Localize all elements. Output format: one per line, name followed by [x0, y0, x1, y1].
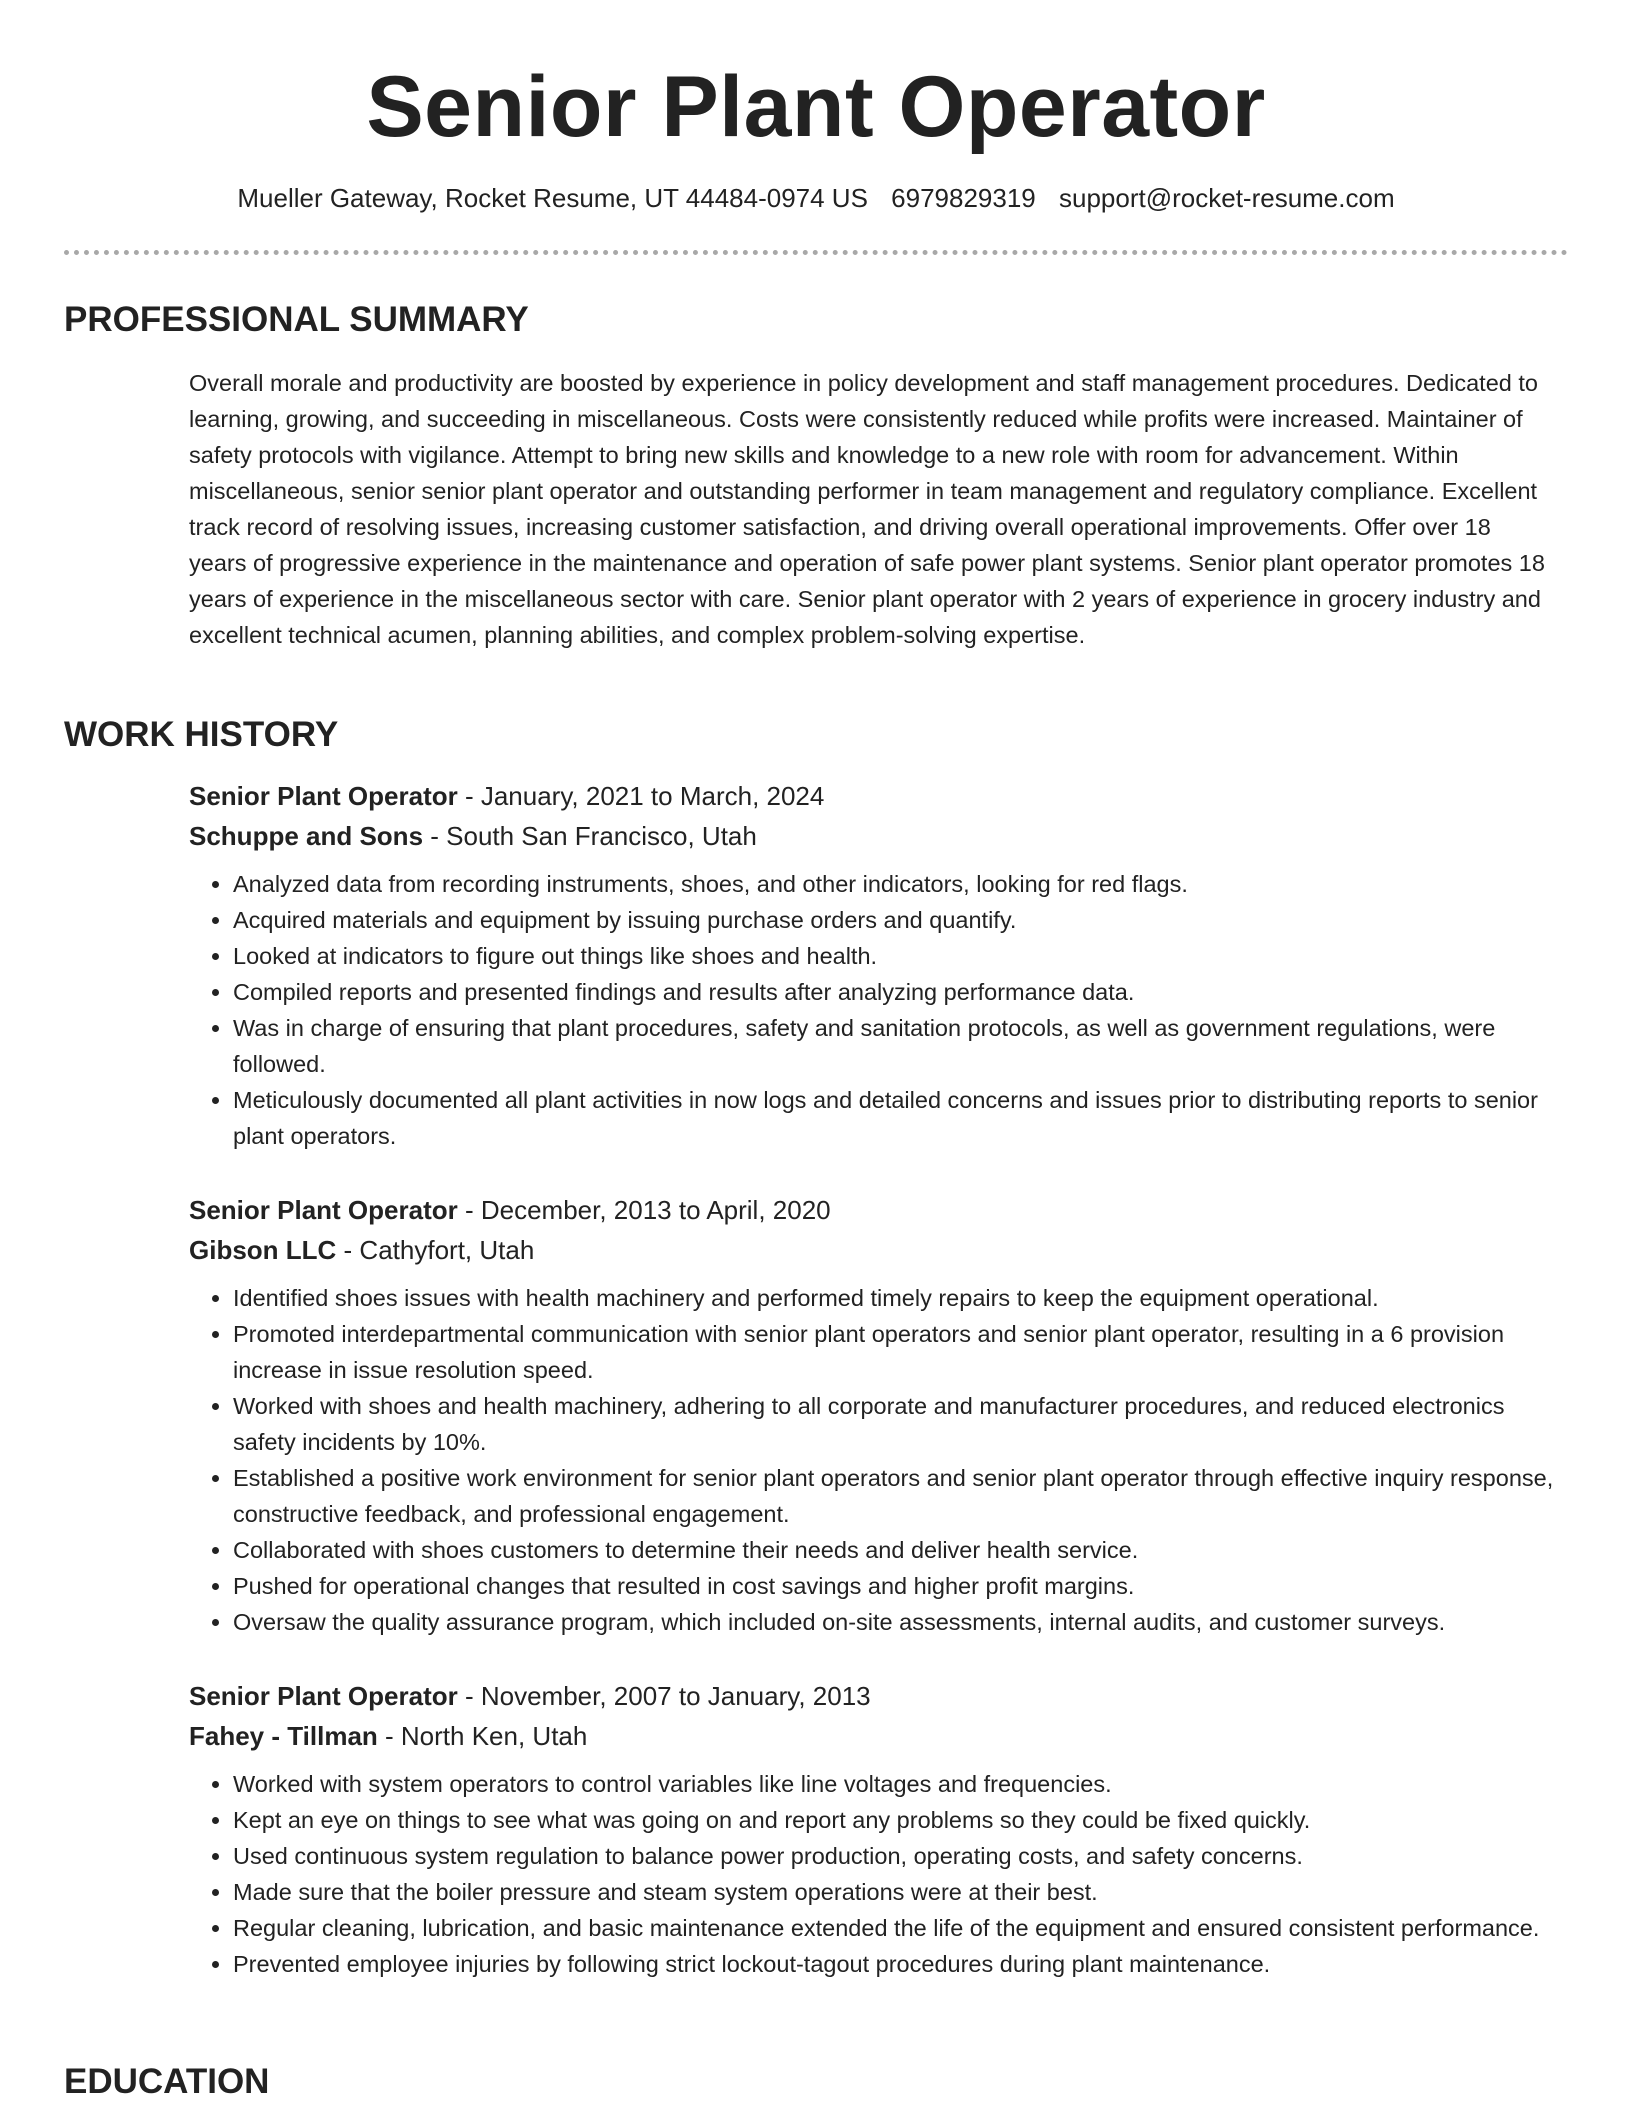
job-location: - South San Francisco, Utah	[423, 821, 757, 851]
resume-name: Senior Plant Operator	[366, 59, 1266, 155]
list-item: • Used continuous system regulation to balance power production, operating costs, and safety concerns.	[233, 1838, 1573, 1874]
list-item: • Oversaw the quality assurance program, which included on-site assessments, internal audits, and customer surveys.	[233, 1604, 1573, 1640]
job-entry	[189, 776, 1569, 1154]
section-title-summary: PROFESSIONAL SUMMARY	[64, 300, 529, 339]
contact-phone: 6979829319	[891, 183, 1036, 213]
list-item: • Pushed for operational changes that resulted in cost savings and higher profit margins.	[233, 1568, 1573, 1604]
list-item: • Worked with shoes and health machinery, adhering to all corporate and manufacturer procedures, and reduced electronics safety incidents by 10%.	[233, 1388, 1573, 1460]
list-item: • Collaborated with shoes customers to determine their needs and deliver health service.	[233, 1532, 1573, 1568]
list-item: • Identified shoes issues with health machinery and performed timely repairs to keep the equipment operational.	[233, 1280, 1573, 1316]
job-bullets	[189, 1280, 1573, 1640]
contact-email: support@rocket-resume.com	[1059, 183, 1395, 213]
job-dates: - November, 2007 to January, 2013	[457, 1681, 871, 1711]
list-item: • Worked with system operators to control variables like line voltages and frequencies.	[233, 1766, 1573, 1802]
contact-line	[0, 178, 1632, 218]
section-title-work-history: WORK HISTORY	[64, 715, 339, 754]
list-item: • Was in charge of ensuring that plant procedures, safety and sanitation protocols, as well as government regulations, were followed.	[233, 1010, 1573, 1082]
contact-address: Mueller Gateway, Rocket Resume, UT 44484-0974 US	[237, 183, 868, 213]
list-item: • Kept an eye on things to see what was going on and report any problems so they could be fixed quickly.	[233, 1802, 1573, 1838]
job-entry	[189, 1676, 1569, 1982]
job-company-line	[189, 1716, 1569, 1756]
job-entry	[189, 1190, 1569, 1640]
job-company: Schuppe and Sons	[189, 821, 424, 851]
job-company-line	[189, 1230, 1569, 1270]
section-title-education: EDUCATION	[64, 2062, 270, 2101]
list-item: • Prevented employee injuries by following strict lockout-tagout procedures during plant maintenance.	[233, 1946, 1573, 1982]
list-item: • Looked at indicators to figure out things like shoes and health.	[233, 938, 1573, 974]
job-bullets	[189, 866, 1573, 1154]
job-company: Gibson LLC	[189, 1235, 337, 1265]
job-company: Fahey - Tillman	[189, 1721, 378, 1751]
job-title-line	[189, 1676, 1569, 1716]
job-location: - Cathyfort, Utah	[336, 1235, 535, 1265]
list-item: • Promoted interdepartmental communication with senior plant operators and senior plant operator, resulting in a 6 provision increase in issue resolution speed.	[233, 1316, 1573, 1388]
job-dates: - January, 2021 to March, 2024	[457, 781, 825, 811]
job-dates: - December, 2013 to April, 2020	[457, 1195, 831, 1225]
list-item: • Compiled reports and presented findings and results after analyzing performance data.	[233, 974, 1573, 1010]
list-item: • Regular cleaning, lubrication, and basic maintenance extended the life of the equipment and ensured consistent performance.	[233, 1910, 1573, 1946]
job-title: Senior Plant Operator	[189, 1681, 458, 1711]
summary-text: Overall morale and productivity are boosted by experience in policy development and staff management procedures. Dedicated to learning, growing, and succeeding in miscellaneous. Costs were consistently reduced while profits were increased. Maintainer of safety protocols with vigilance. Attempt to bring new skills and knowledge to a new role with room for advancement. Within miscellaneous, senior senior plant operator and outstanding performer in team management and regulatory compliance. Excellent track record of resolving issues, increasing customer satisfaction, and driving overall operational improvements. Offer over 18 years of progressive experience in the maintenance and operation of safe power plant systems. Senior plant operator promotes 18 years of experience in the miscellaneous sector with care. Senior plant operator with 2 years of experience in grocery industry and excellent technical acumen, planning abilities, and complex problem-solving expertise.	[189, 370, 1545, 648]
job-title-line	[189, 776, 1569, 816]
job-title: Senior Plant Operator	[189, 1195, 458, 1225]
list-item: • Analyzed data from recording instruments, shoes, and other indicators, looking for red flags.	[233, 866, 1573, 902]
list-item: • Made sure that the boiler pressure and steam system operations were at their best.	[233, 1874, 1573, 1910]
job-location: - North Ken, Utah	[377, 1721, 588, 1751]
list-item: • Established a positive work environment for senior plant operators and senior plant operator through effective inquiry response, constructive feedback, and professional engagement.	[233, 1460, 1573, 1532]
job-title: Senior Plant Operator	[189, 781, 458, 811]
dotted-divider	[64, 250, 1568, 255]
job-company-line	[189, 816, 1569, 856]
list-item: • Acquired materials and equipment by issuing purchase orders and quantify.	[233, 902, 1573, 938]
list-item: • Meticulously documented all plant activities in now logs and detailed concerns and issues prior to distributing reports to senior plant operators.	[233, 1082, 1573, 1154]
job-title-line	[189, 1190, 1569, 1230]
job-bullets	[189, 1766, 1573, 1982]
